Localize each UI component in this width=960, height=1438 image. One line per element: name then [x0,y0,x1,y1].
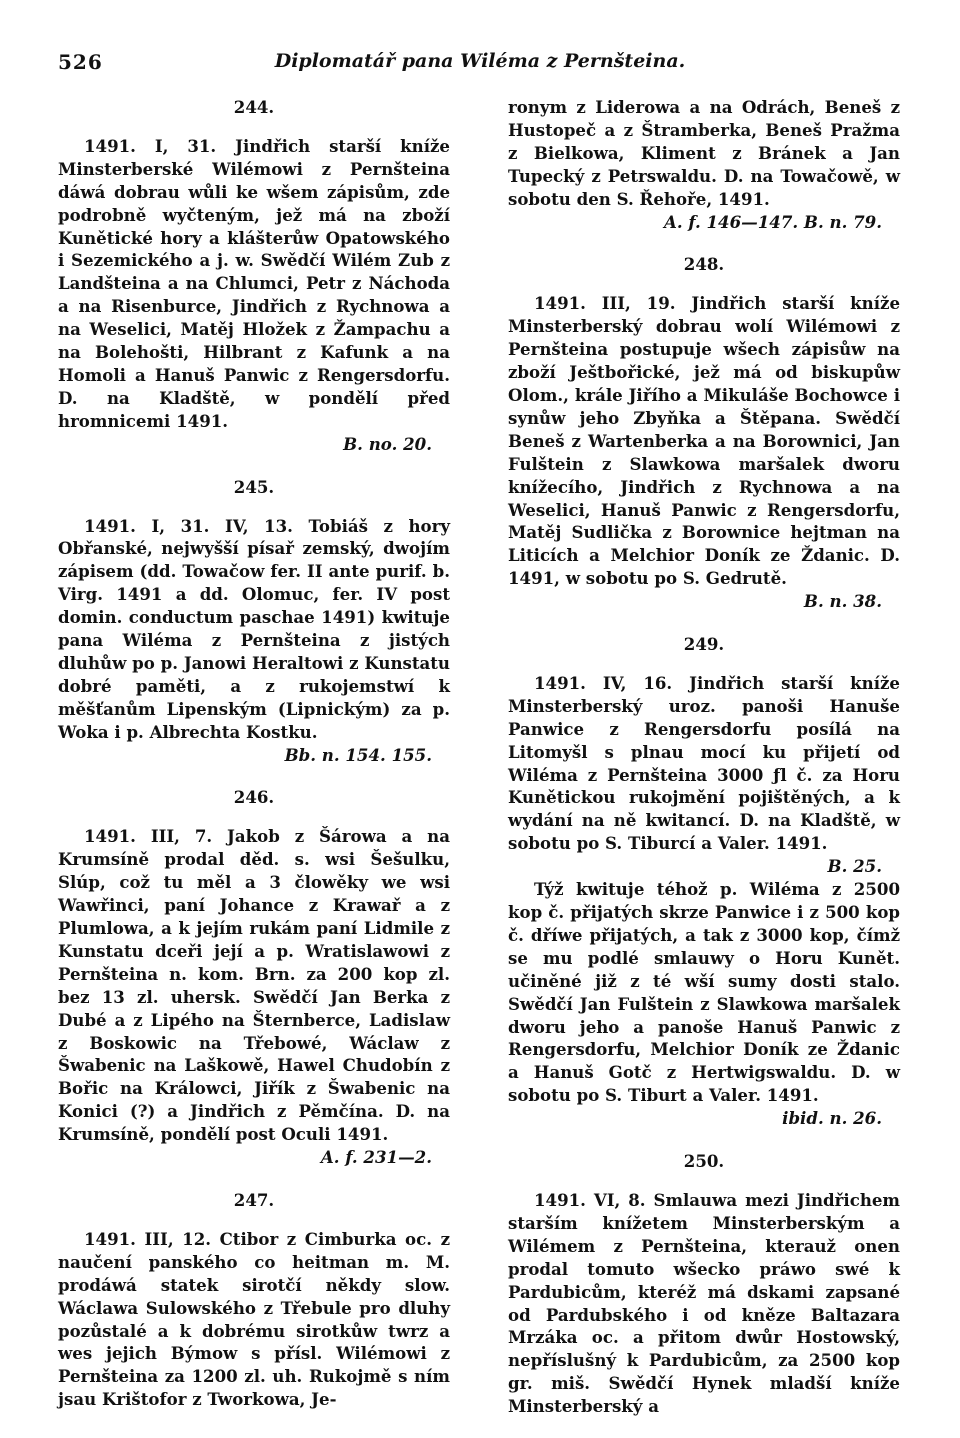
source-reference: ibid. n. 26. [782,1108,882,1129]
page-number: 526 [58,50,103,74]
right-column [508,96,900,1438]
source-reference: B. 25. [827,856,882,877]
source-reference: B. no. 20. [343,433,432,454]
entry-text: 1491. VI, 8. Smlauwa mezi Jindřichem starším knížetem Minsterberským a Wilémem z Pernšteina, kterauž onen prodal tomuto wšecko práwo swé k Pardubicům, kteréž má dskami zapsané od Pardubského i od kněze Baltazara Mrzáka oc. a přitom dwůr Hostowský, nepříslušný k Pardubicům, za 2500 kop gr. miš. Swědčí Hynek mladší kníže Minsterberský a [508,1189,900,1417]
source-reference: A. f. 146—147. B. n. 79. [663,211,882,232]
entry-250 [508,1150,900,1418]
entry-text: 1491. IV, 16. Jindřich starší kníže Minsterberský uroz. panoši Hanuše Panwice z Rengersdorfu posílá na Litomyšl s plnau mocí ku přijetí od Wiléma z Pernšteina 3000 ƒl č. za Horu Kunětickou rukojmění pojištěných, a k wydání na ně kwitancí. D. na Kladště, w sobotu po S. Tiburcí a Valer. 1491. [508,672,900,854]
entry-text: 1491. III, 12. Ctibor z Cimburka oc. z naučení panského co heitman m. M. prodáwá statek sirotčí někdy slow. Wáclawa Sulowského z Třebule pro dluhy pozůstalé a k dobrému sirotkůw twrz a wes jejich Býmow s přísl. Wilémowi z Pernšteina za 1200 zl. uh. Rukojmě s ním jsau Krištofor z Tworkowa, Je- [58,1228,450,1410]
entry-text: 1491. I, 31. IV, 13. Tobiáš z hory Obřanské, nejwyšší písař zemský, dwojím zápisem (dd. Towačow fer. II ante purif. b. Virg. 1491 a dd. Olomuc, fer. IV post domin. conductum paschae 1491) kwituje pana Wiléma z Pernšteina z jistých dluhůw po p. Janowi Heraltowi z Kunstatu dobré paměti, a z rukojemstwí k měšťanům Lipenským (Lipnickým) za p. Woka i p. Albrechta Kostku. [58,515,450,742]
entry-244 [58,96,450,456]
entry-number: 248. [683,254,725,275]
entry-text: 1491. III, 7. Jakob z Šárowa a na Krumsíně prodal děd. s. wsi Šešulku, Slúp, což tu měl a 3 člowěky we wsi Wawřinci, paní Johance z Krawař a z Plumlowa, a k jejím rukám paní Lidmile z Kunstatu dceři její a p. Wratislawowi z Pernšteina n. kom. Brn. za 200 kop zl. bez 13 zl. uhersk. Swědčí Jan Berka z Dubé a z Lipého na Šternberce, Ladislaw z Boskowic na Třebowé, Wáclaw z Šwabenic na Laškowě, Hawel Chudobín z Bořic na Králowci, Jiřík z Šwabenic na Konici (?) a Jindřich z Pěmčína. D. na Krumsíně, pondělí post Oculi 1491. [58,826,450,1145]
entry-248 [508,253,900,613]
left-column [58,96,450,1431]
entry-number: 246. [233,787,275,808]
entry-number: 244. [233,97,275,117]
source-reference: A. f. 231—2. [320,1147,432,1168]
entry-text: 1491. III, 19. Jindřich starší kníže Minsterberský dobrau wolí Wilémowi z Pernšteina postupuje wšech zápisůw na zboží Ještbořické, jež má od biskupůw Olom., krále Jiřího a Mikuláše Bochowce i synůw jeho Zbyňka a Štěpana. Swědčí Beneš z Wartenberka a na Borownici, Jan Fulštein z Slawkowa maršalek dworu knížecího, Jindřich z Rychnowa a na Weselici, Hanuš Panwic z Rengersdorfu, Matěj Sudlička z Borownice hejtman na Liticích a Melchior Doník ze Ždanic. D. 1491, w sobotu po S. Gedrutě. [508,293,900,589]
entry-number: 247. [233,1189,275,1210]
entry-text: ronym z Liderowa a na Odrách, Beneš z Hustopeč a z Štramberka, Beneš Pražma z Bielkowa, Kliment z Bránek a Jan Tupecký z Petrswaldu. D. na Towačowě, w sobotu den S. Řehoře, 1491. [508,97,900,209]
source-reference: Bb. n. 154. 155. [284,744,432,765]
entry-246 [58,786,450,1169]
entry-249 [508,633,900,1130]
source-reference: B. n. 38. [803,591,882,612]
entry-number: 250. [683,1151,725,1172]
entry-text: 1491. I, 31. Jindřich starší kníže Minsterberské Wilémowi z Pernšteina dáwá dobrau wůli ke wšem zápisům, zde podrobně wyčteným, jež má na zboží Kunětické hory a klášterůw Opatowského i Sezemického a j. w. Swědčí Wilém Zub z Landšteina a na Chlumci, Petr z Náchoda a na Risenburce, Jindřich z Rychnowa a na Weselici, Matěj Hložek z Žampachu a na Bolehošti, Hilbrant z Kafunk a na Homoli a Hanuš Panwic z Rengersdorfu. D. na Kladště, w pondělí před hromnicemi 1491. [58,135,450,431]
entry-245 [58,476,450,767]
running-title: Diplomatář pana Wiléma z Pernšteina. [274,50,686,72]
entry-247-continued [508,96,900,233]
entry-number: 245. [233,476,275,497]
entry-247 [58,1189,450,1411]
entry-text: Týž kwituje téhož p. Wiléma z 2500 kop č. přijatých skrze Panwice i z 500 kop č. dříwe přijatých, a tak z 3000 kop, čímž se mu podlé smlauwy o Horu Kunět. učiněné již z té wší sumy dosti stalo. Swědčí Jan Fulštein z Slawkowa maršalek dworu jeho a panoše Hanuš Panwic z Rengersdorfu, Melchior Doník ze Ždanic a Hanuš Gotč z Hertwigswaldu. D. w sobotu po S. Tiburt a Valer. 1491. [508,879,900,1106]
entry-number: 249. [683,634,725,655]
